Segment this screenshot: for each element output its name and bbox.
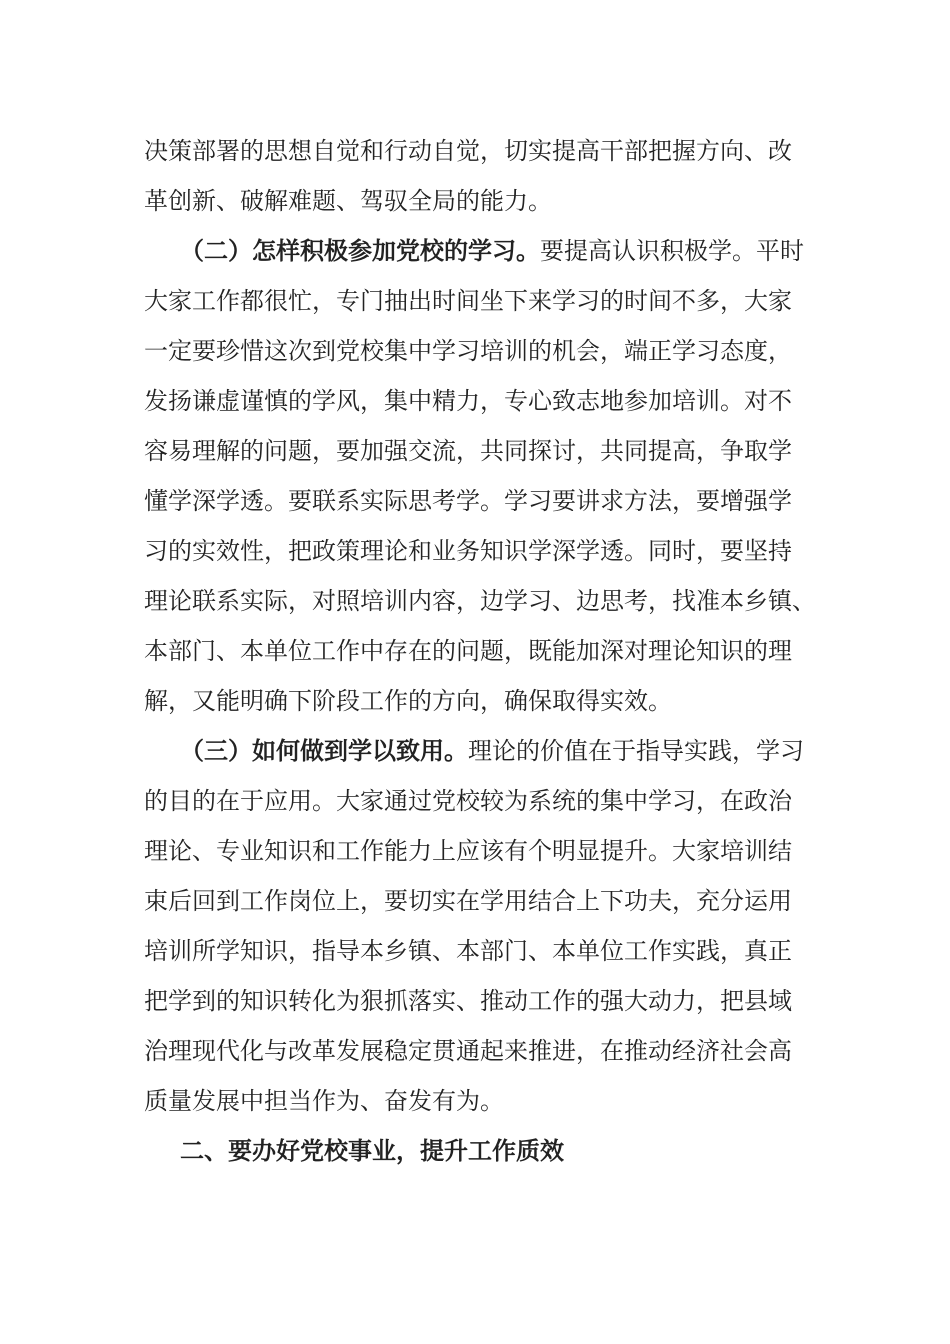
line-text: 理论的价值在于指导实践，学习	[468, 737, 804, 765]
text-line	[144, 136, 792, 166]
line-text: 理论、专业知识和工作能力上应该有个明显提升。大家培训结	[144, 837, 792, 865]
text-line	[144, 886, 792, 916]
subheading-line	[180, 236, 804, 266]
line-text: 本部门、本单位工作中存在的问题，既能加深对理论知识的理	[144, 637, 792, 665]
text-line	[144, 1086, 504, 1116]
line-text: 要提高认识积极学。平时	[540, 237, 804, 265]
text-line	[144, 836, 792, 866]
text-line	[144, 336, 792, 366]
line-text: 大家工作都很忙，专门抽出时间坐下来学习的时间不多，大家	[144, 287, 792, 315]
line-text: 习的实效性，把政策理论和业务知识学深学透。同时，要坚持	[144, 537, 792, 565]
line-text: 革创新、破解难题、驾驭全局的能力。	[144, 187, 552, 215]
section-heading	[180, 1136, 564, 1166]
text-line	[144, 286, 792, 316]
line-text: 的目的在于应用。大家通过党校较为系统的集中学习，在政治	[144, 787, 792, 815]
subheading-line	[180, 736, 804, 766]
line-text: 决策部署的思想自觉和行动自觉，切实提高干部把握方向、改	[144, 137, 792, 165]
text-line	[144, 586, 816, 616]
text-line	[144, 386, 792, 416]
line-text: 把学到的知识转化为狠抓落实、推动工作的强大动力，把县域	[144, 987, 792, 1015]
text-line	[144, 186, 552, 216]
text-line	[144, 536, 792, 566]
text-line	[144, 786, 792, 816]
line-text: 解，又能明确下阶段工作的方向，确保取得实效。	[144, 687, 672, 715]
line-text: 懂学深学透。要联系实际思考学。学习要讲求方法，要增强学	[144, 487, 792, 515]
line-text: 治理现代化与改革发展稳定贯通起来推进，在推动经济社会高	[144, 1037, 792, 1065]
line-text: 培训所学知识，指导本乡镇、本部门、本单位工作实践，真正	[144, 937, 792, 965]
text-line	[144, 636, 792, 666]
text-line	[144, 486, 792, 516]
line-text: 束后回到工作岗位上，要切实在学用结合上下功夫，充分运用	[144, 887, 792, 915]
line-text: 发扬谦虚谨慎的学风，集中精力，专心致志地参加培训。对不	[144, 387, 792, 415]
line-text: 理论联系实际，对照培训内容，边学习、边思考，找准本乡镇、	[144, 587, 816, 615]
text-line	[144, 936, 792, 966]
line-text: 质量发展中担当作为、奋发有为。	[144, 1087, 504, 1115]
section-heading-two: 二、要办好党校事业，提升工作质效	[180, 1137, 564, 1165]
text-line	[144, 986, 792, 1016]
line-text: 容易理解的问题，要加强交流，共同探讨，共同提高，争取学	[144, 437, 792, 465]
subheading-two: （二）怎样积极参加党校的学习。	[180, 237, 540, 265]
line-text: 一定要珍惜这次到党校集中学习培训的机会，端正学习态度，	[144, 337, 792, 365]
text-line	[144, 1036, 792, 1066]
text-line	[144, 686, 672, 716]
subheading-three: （三）如何做到学以致用。	[180, 737, 468, 765]
text-line	[144, 436, 792, 466]
